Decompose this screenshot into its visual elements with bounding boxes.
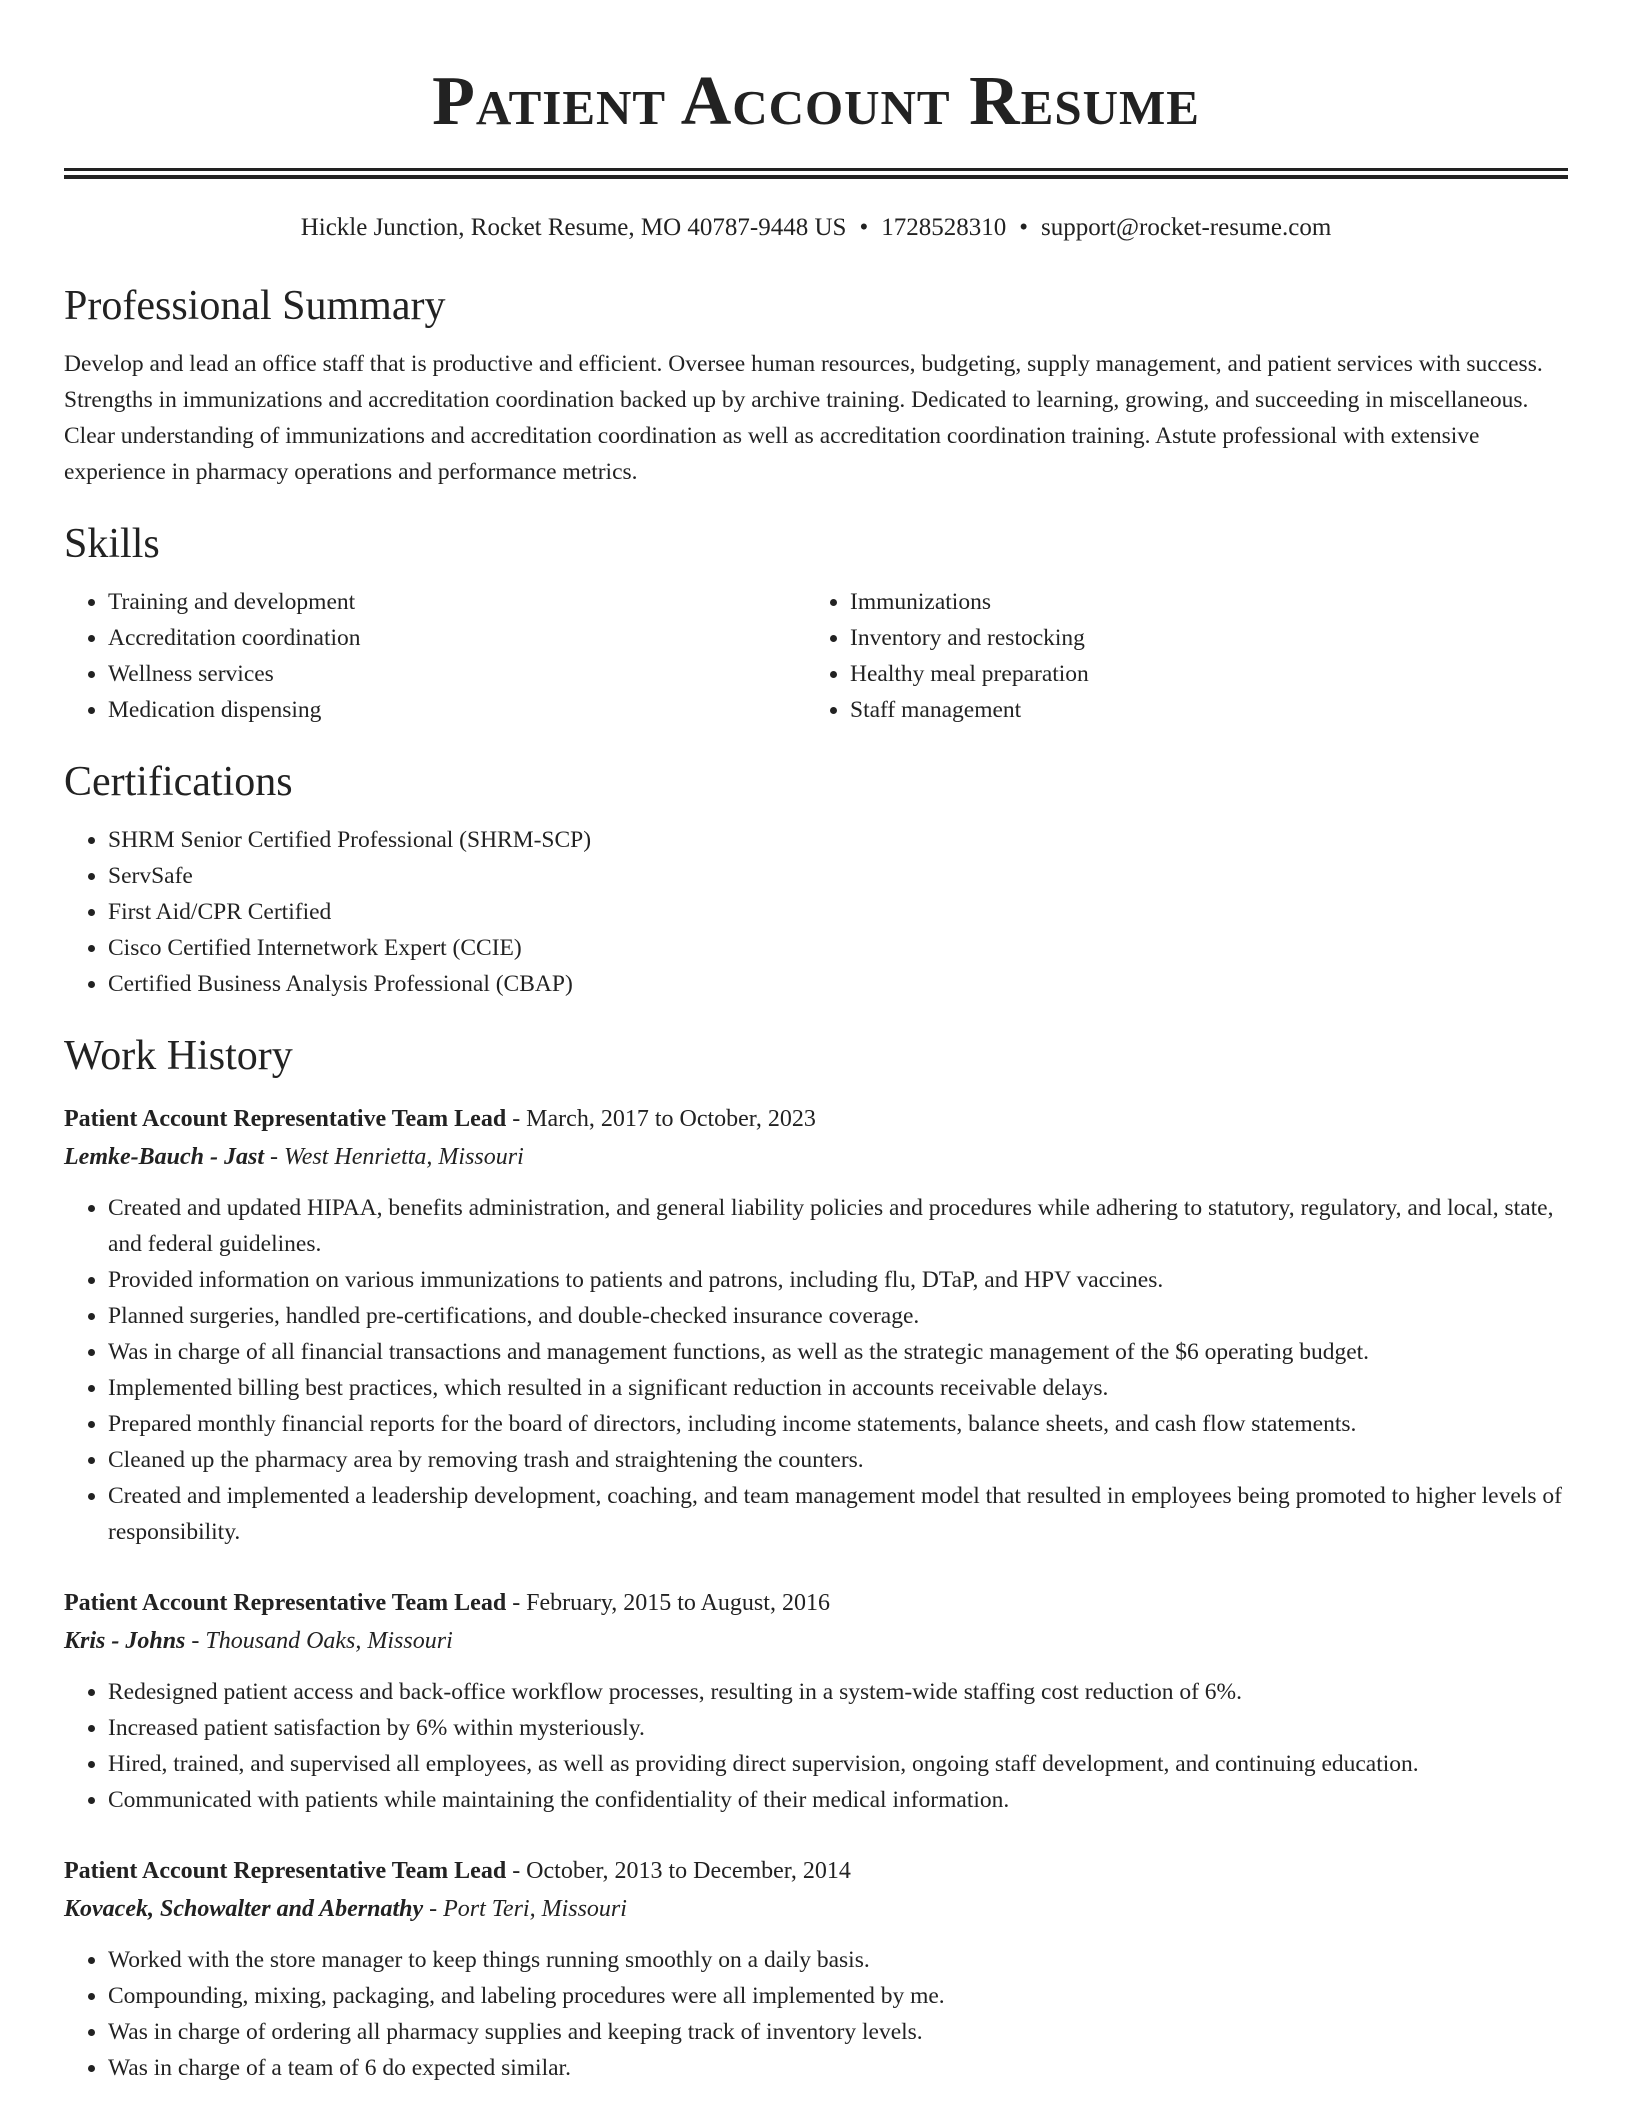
job-dates: - October, 2013 to December, 2014 (506, 1858, 851, 1884)
job-bullet: • Redesigned patient access and back-office workflow processes, resulting in a system-wide staffing cost reduction of 6%. (108, 1674, 1568, 1710)
job-bullet: • Communicated with patients while maintaining the confidentiality of their medical information. (108, 1782, 1568, 1818)
job-title-line (64, 1584, 1568, 1622)
job-bullet: • Was in charge of ordering all pharmacy supplies and keeping track of inventory levels. (108, 2014, 1568, 2050)
summary-text: Develop and lead an office staff that is productive and efficient. Oversee human resources, budgeting, supply management, and patient services with success. Strengths in immunizations and accreditation coordination backed up by archive training. Dedicated to learning, growing, and succeeding in miscellaneous. Clear understanding of immunizations and accreditation coordination as well as accreditation coordination training. Astute professional with extensive experience in pharmacy operations and performance metrics. (64, 351, 1543, 485)
job-entry (64, 1852, 1568, 2086)
contact-phone: 1728528310 (881, 214, 1007, 241)
skills-column-left (64, 584, 806, 728)
job-location: - Thousand Oaks, Missouri (185, 1628, 453, 1654)
job-bullets (64, 1190, 1568, 1550)
certification-item: • Cisco Certified Internetwork Expert (CCIE) (108, 930, 1568, 966)
skill-item: • Training and development (108, 584, 806, 620)
job-title: Patient Account Representative Team Lead (64, 1106, 507, 1132)
skill-item: • Inventory and restocking (850, 620, 1548, 656)
job-company-line (64, 1622, 1568, 1660)
job-bullet: • Hired, trained, and supervised all employees, as well as providing direct supervision, ongoing staff development, and continuing education. (108, 1746, 1568, 1782)
job-company: Kris - Johns (64, 1628, 186, 1654)
job-entry (64, 1100, 1568, 1550)
job-bullet: • Implemented billing best practices, which resulted in a significant reduction in accounts receivable delays. (108, 1370, 1568, 1406)
skill-item: • Wellness services (108, 656, 806, 692)
job-bullet: • Created and updated HIPAA, benefits administration, and general liability policies and procedures while adhering to statutory, regulatory, and local, state, and federal guidelines. (108, 1190, 1568, 1262)
certification-item: • First Aid/CPR Certified (108, 894, 1568, 930)
contact-separator: • (859, 214, 869, 241)
job-bullet: • Increased patient satisfaction by 6% within mysteriously. (108, 1710, 1568, 1746)
certifications-list (64, 822, 1568, 1002)
job-entry (64, 1584, 1568, 1818)
job-bullet: • Prepared monthly financial reports for the board of directors, including income statements, balance sheets, and cash flow statements. (108, 1406, 1568, 1442)
job-bullets (64, 1674, 1568, 1818)
job-bullet: • Planned surgeries, handled pre-certifications, and double-checked insurance coverage. (108, 1298, 1568, 1334)
skills-heading: Skills (64, 521, 160, 567)
title-divider (64, 168, 1568, 179)
job-bullet: • Provided information on various immunizations to patients and patrons, including flu, DTaP, and HPV vaccines. (108, 1262, 1568, 1298)
job-bullets (64, 1942, 1568, 2086)
contact-separator: • (1019, 214, 1028, 241)
job-bullet: • Worked with the store manager to keep things running smoothly on a daily basis. (108, 1942, 1568, 1978)
job-location: - Port Teri, Missouri (423, 1896, 627, 1922)
job-company: Kovacek, Schowalter and Abernathy (64, 1896, 424, 1922)
job-bullet: • Was in charge of all financial transactions and management functions, as well as the strategic management of the $6 operating budget. (108, 1334, 1568, 1370)
job-location: - West Henrietta, Missouri (263, 1144, 524, 1170)
job-bullet: • Created and implemented a leadership development, coaching, and team management model that resulted in employees being promoted to higher levels of responsibility. (108, 1478, 1568, 1550)
contact-address: Hickle Junction, Rocket Resume, MO 40787-9448 US (300, 214, 847, 241)
job-title-line (64, 1100, 1568, 1138)
contact-line (64, 212, 1568, 244)
job-bullet: • Cleaned up the pharmacy area by removing trash and straightening the counters. (108, 1442, 1568, 1478)
work-history-heading: Work History (64, 1033, 293, 1079)
summary-heading: Professional Summary (64, 283, 446, 329)
job-title-line (64, 1852, 1568, 1890)
job-company: Lemke-Bauch - Jast (64, 1144, 264, 1170)
certification-item: • Certified Business Analysis Professional (CBAP) (108, 966, 1568, 1002)
job-dates: - March, 2017 to October, 2023 (506, 1106, 816, 1132)
skills-list (64, 584, 1568, 728)
job-title: Patient Account Representative Team Lead (64, 1858, 507, 1884)
job-company-line (64, 1890, 1568, 1928)
skill-item: • Immunizations (850, 584, 1548, 620)
resume-page (64, 0, 1568, 2086)
certification-item: • ServSafe (108, 858, 1568, 894)
skill-item: • Accreditation coordination (108, 620, 806, 656)
resume-title: Patient Account Resume (432, 63, 1200, 140)
skill-item: • Healthy meal preparation (850, 656, 1548, 692)
skill-item: • Staff management (850, 692, 1548, 728)
job-bullet: • Was in charge of a team of 6 do expected similar. (108, 2050, 1568, 2086)
skills-column-right (806, 584, 1548, 728)
job-dates: - February, 2015 to August, 2016 (506, 1590, 830, 1616)
contact-email: support@rocket-resume.com (1041, 214, 1332, 241)
job-company-line (64, 1138, 1568, 1176)
certifications-heading: Certifications (64, 759, 293, 805)
certification-item: • SHRM Senior Certified Professional (SHRM-SCP) (108, 822, 1568, 858)
job-bullet: • Compounding, mixing, packaging, and labeling procedures were all implemented by me. (108, 1978, 1568, 2014)
job-title: Patient Account Representative Team Lead (64, 1590, 507, 1616)
skill-item: • Medication dispensing (108, 692, 806, 728)
